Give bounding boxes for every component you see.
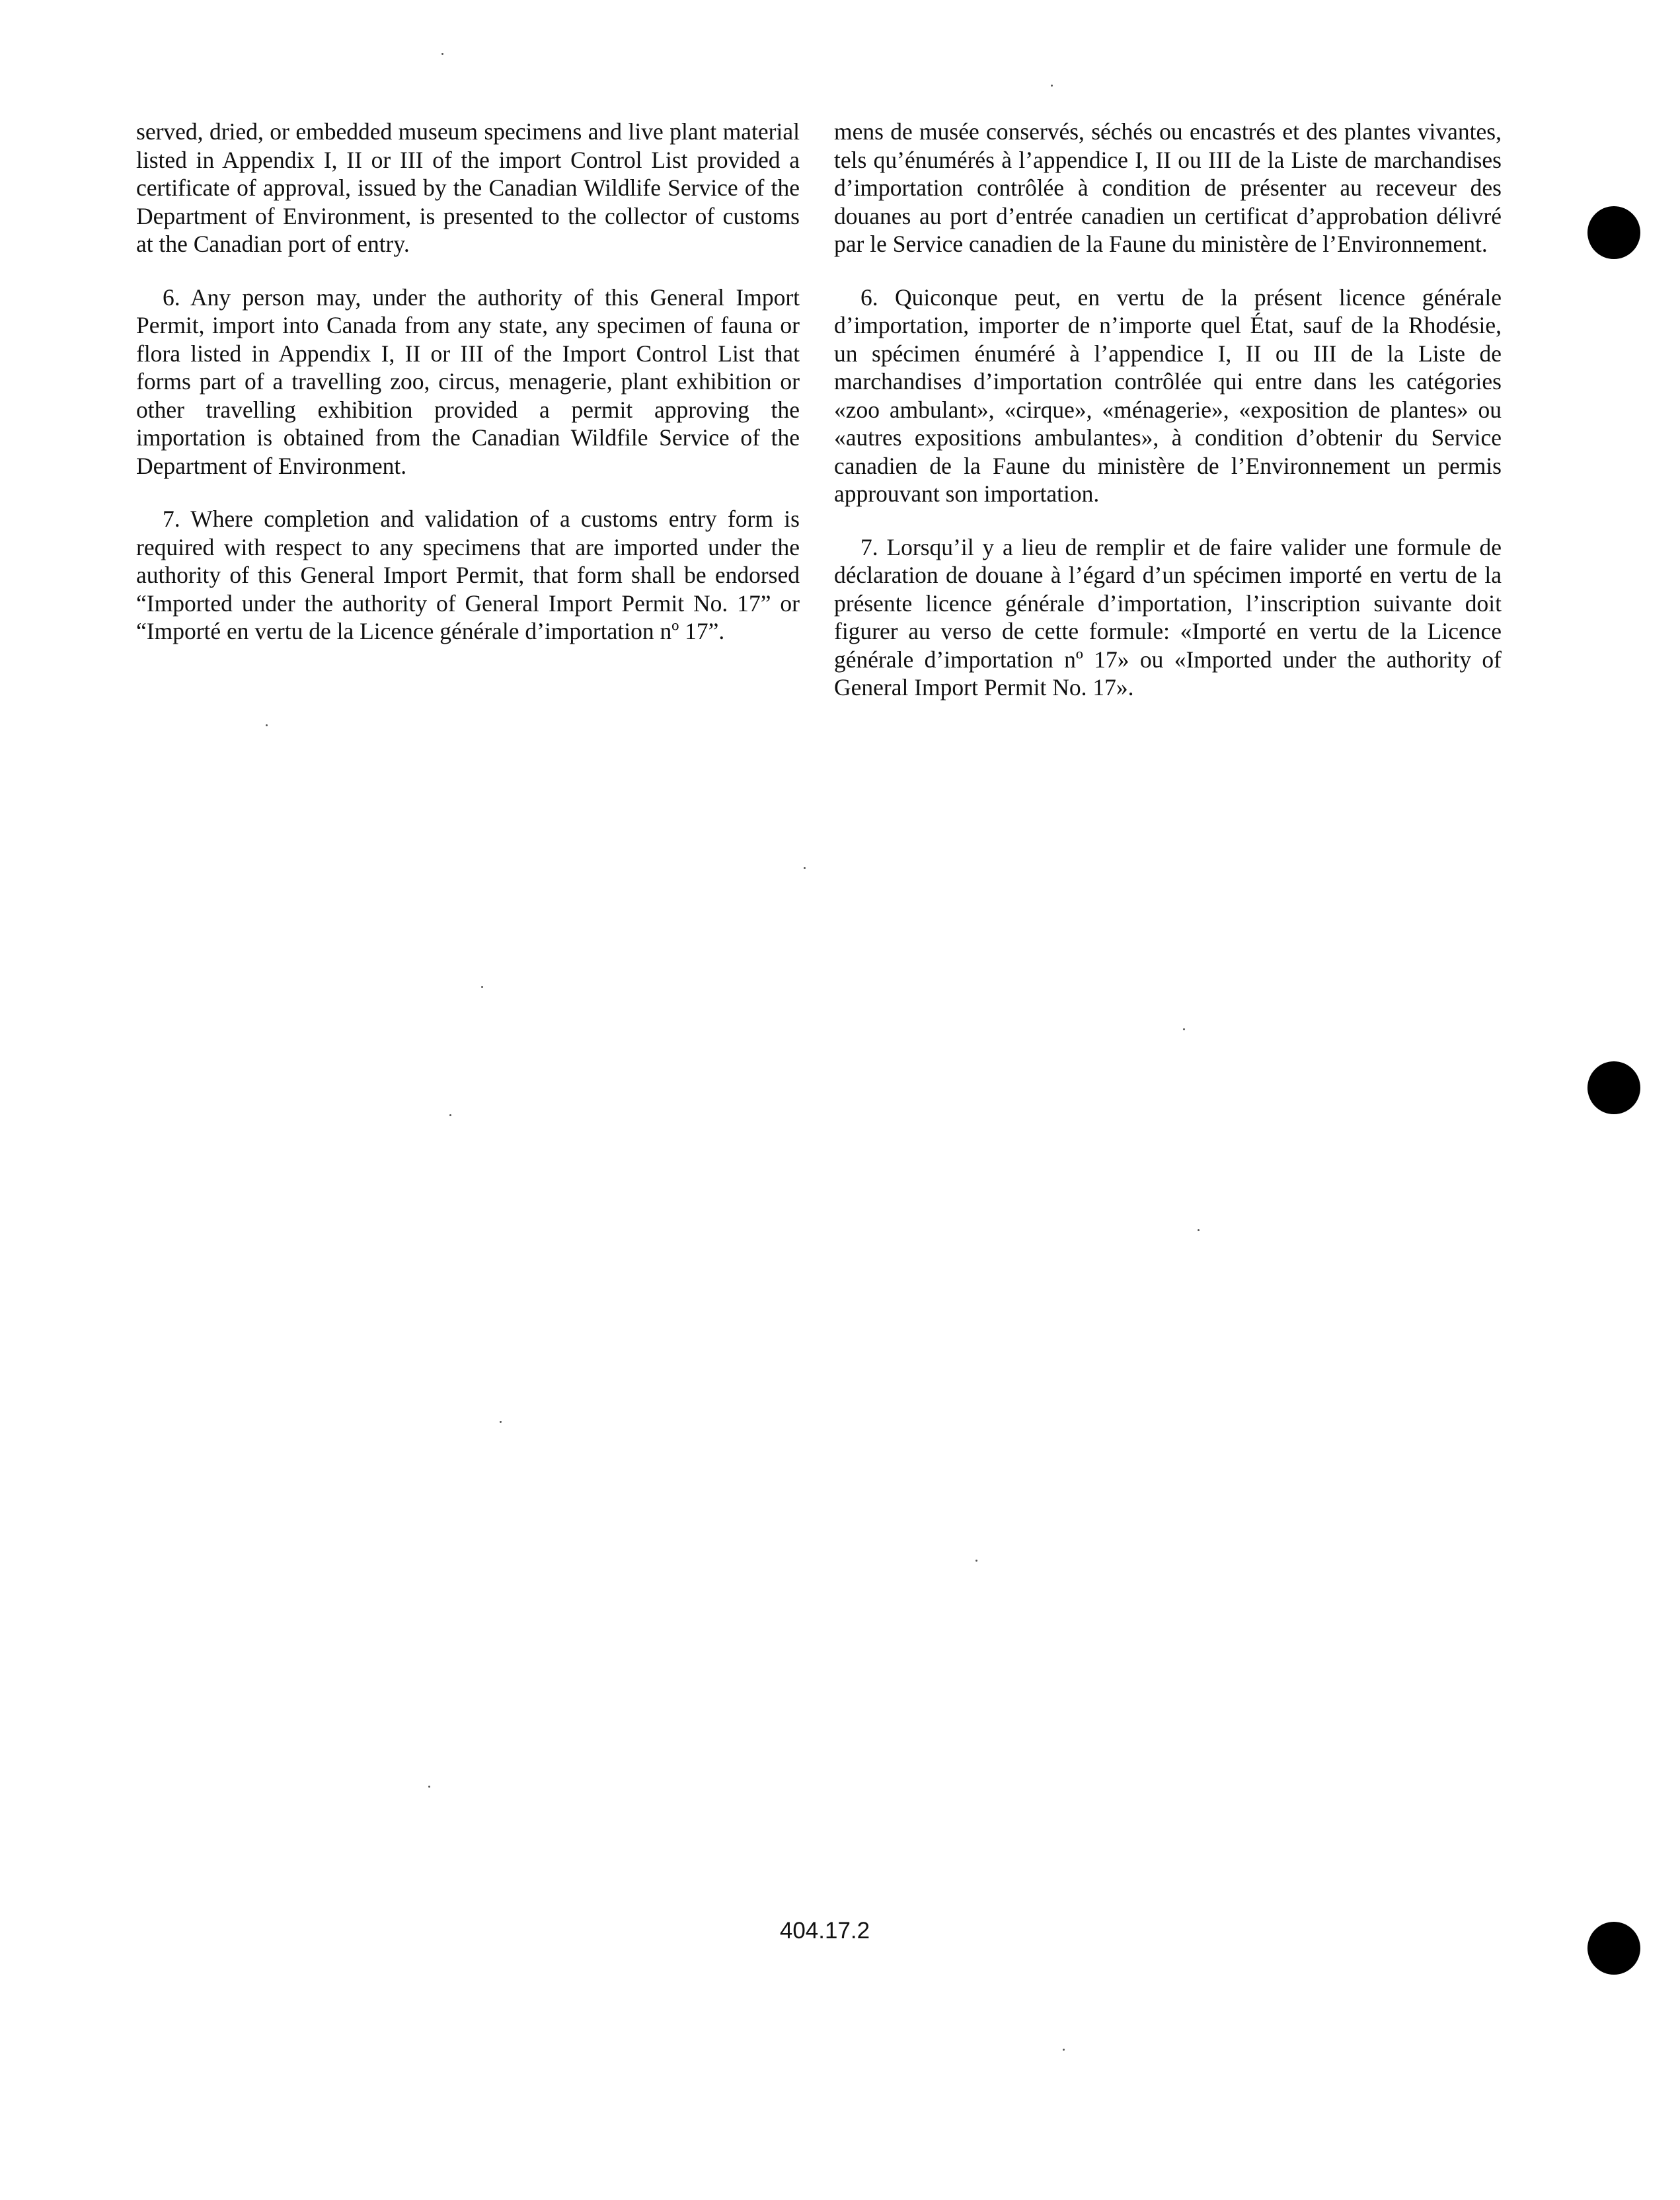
scan-speck	[449, 1114, 451, 1116]
french-paragraph-7: 7. Lorsqu’il y a lieu de remplir et de faire valider une formule de déclaration de douane à l’égard d’un spécimen importé en vertu de la présente licence générale d’importation, l’inscription suivante doit figurer au verso de cette formule: «Importé en vertu de la Licence générale d’importation nº 17» ou «Imported under the authority of General Import Permit No. 17».	[834, 533, 1502, 701]
scan-speck	[500, 1421, 502, 1423]
french-paragraph-continued: mens de musée conservés, séchés ou encastrés et des plantes vivantes, tels qu’énumérés à l’appendice I, II ou III de la Liste de marchandises d’importation contrôlée à condition de présenter au receveur des douanes au port d’entrée canadien un certificat d’approbation délivré par le Service canadien de la Faune du ministère de l’Environnement.	[834, 118, 1502, 257]
scan-speck	[266, 724, 268, 726]
scan-speck	[1198, 1229, 1200, 1231]
english-paragraph-continued: served, dried, or embedded museum specimens and live plant material listed in Appendix I, II or III of the import Control List provided a certificate of approval, issued by the Canadian Wildlife Service of the Department of Environment, is presented to the collector of customs at the Canadian port of entry.	[136, 118, 800, 257]
scan-speck	[1063, 2049, 1065, 2051]
scan-speck	[481, 986, 483, 988]
scan-speck	[1051, 85, 1053, 87]
english-column	[136, 118, 800, 671]
french-column	[834, 118, 1502, 727]
scan-speck	[1183, 1028, 1185, 1030]
binder-hole-middle	[1587, 1061, 1640, 1114]
binder-hole-bottom	[1587, 1922, 1640, 1975]
binder-hole-top	[1587, 206, 1640, 259]
scan-speck	[804, 867, 806, 869]
french-paragraph-6: 6. Quiconque peut, en vertu de la présent licence générale d’importation, importer de n’importe quel État, sauf de la Rhodésie, un spécimen énuméré à l’appendice I, II ou III de la Liste de marchandises d’importation contrôlée qui entre dans les catégories «zoo ambulant», «cirque», «ménagerie», «exposition de plantes» ou «autres expositions ambulantes», à condition d’obtenir du Service canadien de la Faune du ministère de l’Environnement un permis approuvant son importation.	[834, 284, 1502, 507]
scan-speck	[441, 53, 443, 55]
english-paragraph-7: 7. Where completion and validation of a customs entry form is required with respect to any specimens that are imported under the authority of this General Import Permit, that form shall be endorsed “Imported under the authority of General Import Permit No. 17” or “Importé en vertu de la Licence générale d’importation nº 17”.	[136, 506, 800, 644]
english-paragraph-6: 6. Any person may, under the authority of this General Import Permit, import into Canada from any state, any specimen of fauna or flora listed in Appendix I, II or III of the Import Control List that forms part of a travelling zoo, circus, menagerie, plant exhibition or other travelling exhibition provided a permit approving the importation is obtained from the Canadian Wildfile Service of the Department of Environment.	[136, 284, 800, 479]
page-number: 404.17.2	[779, 1918, 870, 1944]
scan-speck	[428, 1786, 430, 1788]
scan-speck	[975, 1560, 977, 1562]
